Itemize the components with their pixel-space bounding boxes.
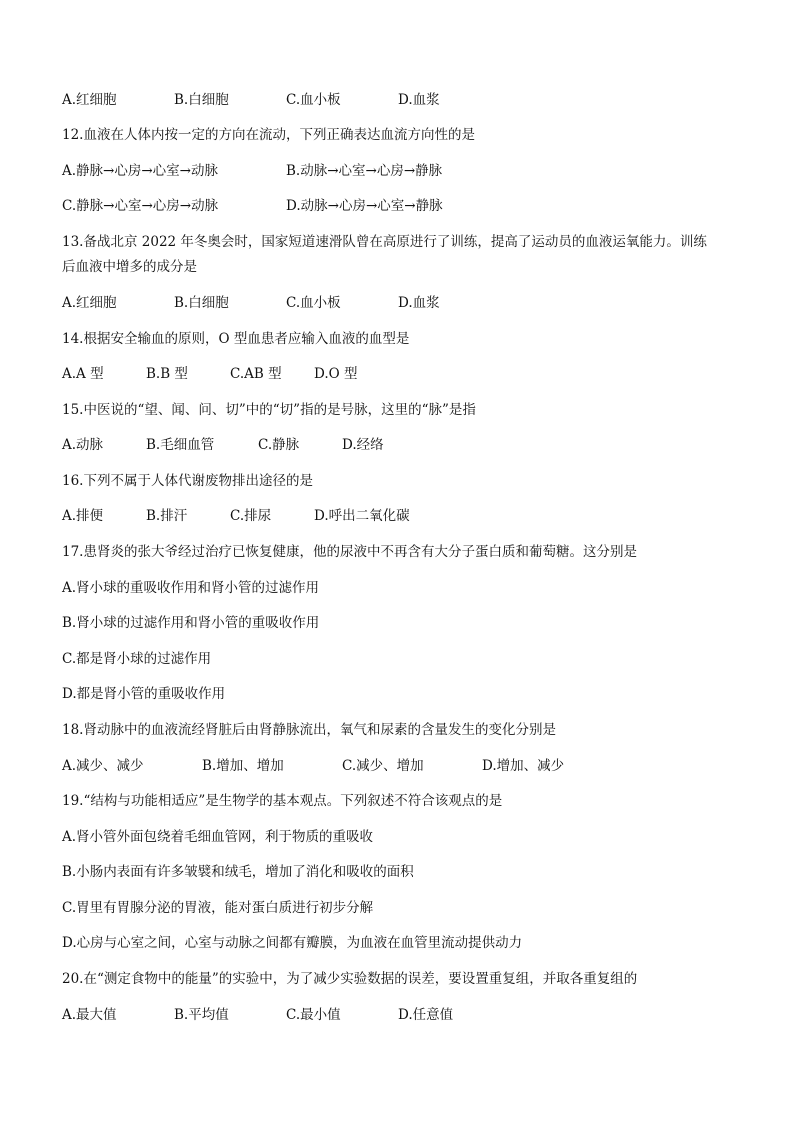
q16-option-d: D.呼出二氧化碳 xyxy=(314,508,410,524)
q20-option-c: C.最小值 xyxy=(286,1007,341,1023)
q11-option-b: B.白细胞 xyxy=(174,92,229,108)
q19-option-a: A.肾小管外面包绕着毛细血管网，利于物质的重吸收 xyxy=(62,829,374,845)
q12-option-d: D.动脉→心房→心室→静脉 xyxy=(286,198,443,214)
q11-options xyxy=(62,90,742,110)
q14-option-b: B.B 型 xyxy=(146,366,188,382)
q15-option-a: A.动脉 xyxy=(62,437,104,453)
q13-option-b: B.白细胞 xyxy=(174,295,229,311)
q15-stem: 15.中医说的“望、闻、问、切”中的“切”指的是号脉，这里的“脉”是指 xyxy=(62,402,476,418)
q17-option-b: B.肾小球的过滤作用和肾小管的重吸收作用 xyxy=(62,615,320,631)
q18-options xyxy=(62,756,742,776)
q17-option-a: A.肾小球的重吸收作用和肾小管的过滤作用 xyxy=(62,580,320,596)
q18-option-c: C.减少、增加 xyxy=(342,758,424,774)
q15-options xyxy=(62,435,742,455)
q12-options-row1 xyxy=(62,161,742,181)
q13-options xyxy=(62,293,742,313)
q14-option-c: C.AB 型 xyxy=(230,366,282,382)
q15-option-c: C.静脉 xyxy=(258,437,300,453)
q15-option-d: D.经络 xyxy=(342,437,384,453)
q20-option-d: D.任意值 xyxy=(398,1007,454,1023)
q13-option-a: A.红细胞 xyxy=(62,295,117,311)
q11-option-d: D.血浆 xyxy=(398,92,440,108)
q16-option-b: B.排汗 xyxy=(146,508,188,524)
q20-options xyxy=(62,1005,742,1025)
q13-option-d: D.血浆 xyxy=(398,295,440,311)
q15-option-b: B.毛细血管 xyxy=(146,437,215,453)
q11-option-a: A.红细胞 xyxy=(62,92,117,108)
q20-option-a: A.最大值 xyxy=(62,1007,117,1023)
q14-option-a: A.A 型 xyxy=(62,366,104,382)
q14-stem: 14.根据安全输血的原则，O 型血患者应输入血液的血型是 xyxy=(62,331,410,347)
q13-option-c: C.血小板 xyxy=(286,295,341,311)
q14-options xyxy=(62,364,742,384)
q12-option-b: B.动脉→心室→心房→静脉 xyxy=(286,163,443,179)
q16-options xyxy=(62,506,742,526)
q12-option-c: C.静脉→心室→心房→动脉 xyxy=(62,198,219,214)
q18-option-d: D.增加、减少 xyxy=(482,758,565,774)
q14-option-d: D.O 型 xyxy=(314,366,358,382)
q12-stem: 12.血液在人体内按一定的方向在流动，下列正确表达血流方向性的是 xyxy=(62,127,475,143)
q19-stem: 19.“结构与功能相适应”是生物学的基本观点。下列叙述不符合该观点的是 xyxy=(62,793,503,809)
q16-option-a: A.排便 xyxy=(62,508,104,524)
q20-option-b: B.平均值 xyxy=(174,1007,229,1023)
q17-option-c: C.都是肾小球的过滤作用 xyxy=(62,651,212,667)
q17-stem: 17.患肾炎的张大爷经过治疗已恢复健康，他的尿液中不再含有大分子蛋白质和葡萄糖。这分别是 xyxy=(62,544,637,560)
q16-option-c: C.排尿 xyxy=(230,508,272,524)
q19-option-b: B.小肠内表面有许多皱襞和绒毛，增加了消化和吸收的面积 xyxy=(62,864,414,880)
q19-option-c: C.胃里有胃腺分泌的胃液，能对蛋白质进行初步分解 xyxy=(62,900,374,916)
q18-option-a: A.减少、减少 xyxy=(62,758,144,774)
q12-option-a: A.静脉→心房→心室→动脉 xyxy=(62,163,218,179)
q20-stem: 20.在“测定食物中的能量”的实验中，为了减少实验数据的误差，要设置重复组，并取各重复组的 xyxy=(62,971,638,987)
q18-stem: 18.肾动脉中的血液流经肾脏后由肾静脉流出，氧气和尿素的含量发生的变化分别是 xyxy=(62,722,556,738)
q16-stem: 16.下列不属于人体代谢废物排出途径的是 xyxy=(62,473,313,489)
q17-option-d: D.都是肾小管的重吸收作用 xyxy=(62,686,226,702)
q11-option-c: C.血小板 xyxy=(286,92,341,108)
q12-options-row2 xyxy=(62,196,742,216)
q13-stem-line1: 13.备战北京 2022 年冬奥会时，国家短道速滑队曾在高原进行了训练，提高了运动员的血液运氧能力。训练 xyxy=(62,234,707,250)
q18-option-b: B.增加、增加 xyxy=(202,758,284,774)
q19-option-d: D.心房与心室之间，心室与动脉之间都有瓣膜，为血液在血管里流动提供动力 xyxy=(62,935,523,951)
q13-stem-line2: 后血液中增多的成分是 xyxy=(62,259,197,275)
